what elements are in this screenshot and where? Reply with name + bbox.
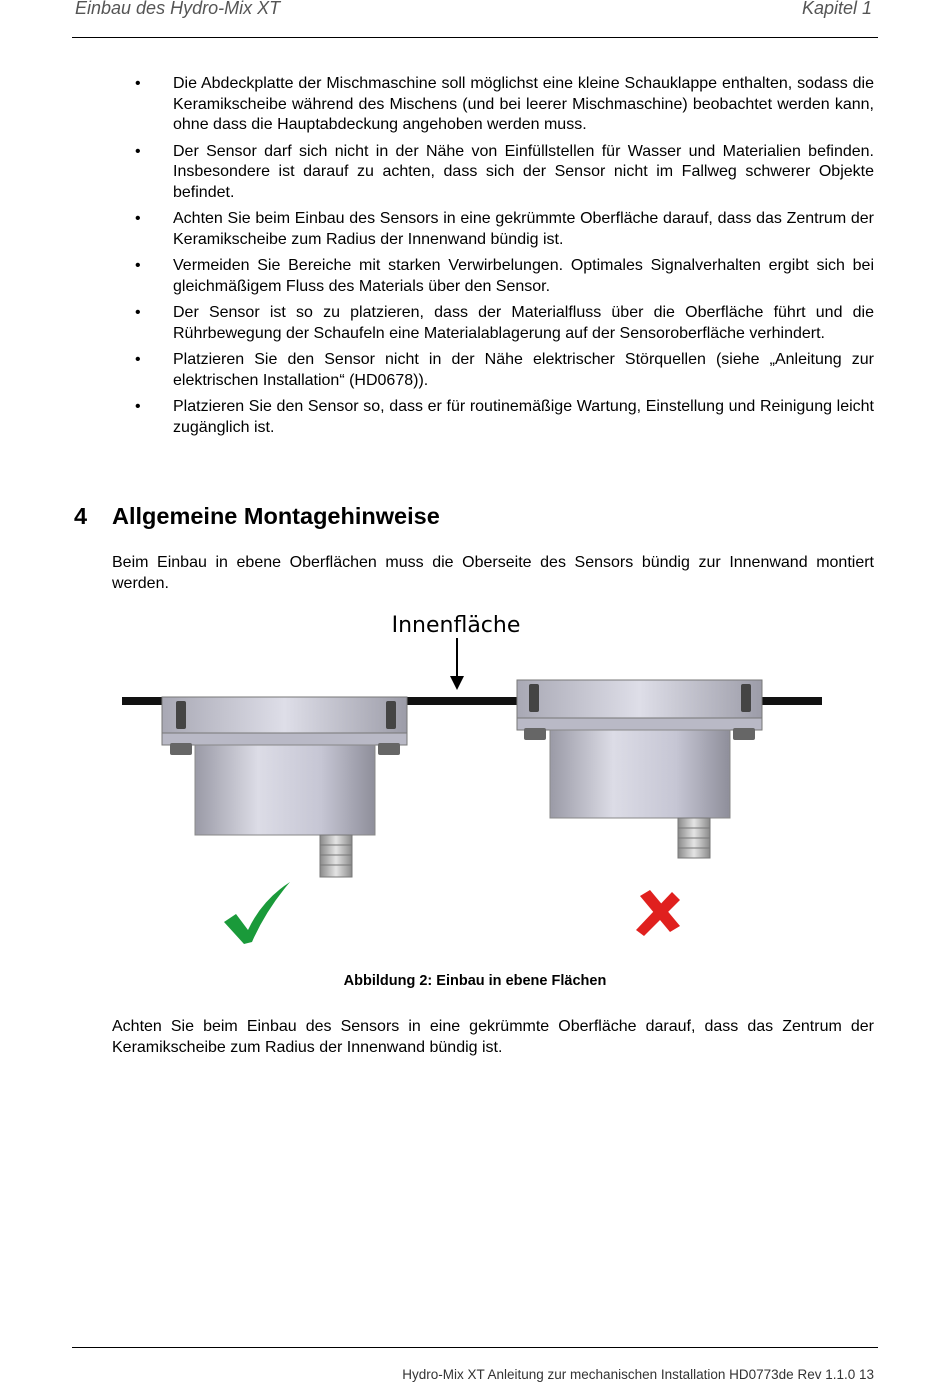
intro-paragraph: Beim Einbau in ebene Oberflächen muss die Oberseite des Sensors bündig zur Innenwand montiert werden. — [112, 554, 874, 592]
requirements-list — [72, 74, 878, 444]
list-item: • Die Abdeckplatte der Mischmaschine soll möglichst eine kleine Schauklappe enthalten, sodass die Keramikscheibe während des Mischens (und bei leerer Mischmaschine) beobachtet werden kann, ohne dass die Hauptabdeckung angehoben werden muss. — [135, 75, 874, 133]
surface-label: Innenfläche — [391, 613, 521, 638]
figure-caption: Abbildung 2: Einbau in ebene Flächen — [343, 973, 607, 989]
running-header-chapter: Kapitel 1 — [801, 0, 872, 18]
section-heading — [74, 503, 440, 530]
list-item: • Achten Sie beim Einbau des Sensors in eine gekrümmte Oberfläche darauf, dass das Zentrum der Keramikscheibe zum Radius der Innenwand bündig ist. — [135, 210, 874, 248]
bullet-icon: • — [135, 75, 141, 92]
footer-divider — [72, 1347, 878, 1348]
bullet-icon: • — [135, 304, 141, 321]
bullet-icon: • — [135, 142, 141, 160]
section-title: Allgemeine Montagehinweise — [112, 503, 440, 529]
mounting-figure — [0, 600, 950, 960]
mounting-diagram — [0, 600, 950, 960]
list-item: • Der Sensor ist so zu platzieren, dass der Materialfluss über die Oberfläche führt und die Rührbewegung der Schaufeln eine Materialablagerung auf der Sensoroberfläche verhindert. — [135, 304, 874, 342]
cross-icon — [636, 890, 680, 936]
list-item: • Platzieren Sie den Sensor so, dass er für routinemäßige Wartung, Einstellung und Reinigung leicht zugänglich ist. — [135, 398, 874, 436]
sensor-protruding — [517, 680, 762, 858]
header-divider — [72, 37, 878, 38]
bullet-icon: • — [135, 257, 141, 274]
sensor-flush — [162, 697, 407, 877]
bullet-icon: • — [135, 351, 141, 368]
bullet-icon: • — [135, 398, 141, 415]
bullet-icon: • — [135, 210, 141, 227]
page-footer: Hydro-Mix XT Anleitung zur mechanischen Installation HD0773de Rev 1.1.0 13 — [402, 1367, 874, 1382]
section-number: 4 — [74, 503, 88, 529]
list-item: • Vermeiden Sie Bereiche mit starken Verwirbelungen. Optimales Signalverhalten ergibt sich bei gleichmäßigem Fluss des Materials über den Sensor. — [135, 257, 874, 295]
list-item: • Platzieren Sie den Sensor nicht in der Nähe elektrischer Störquellen (siehe „Anleitung zur elektrischen Installation“ (HD0678)). — [135, 351, 874, 389]
arrow-down-icon — [450, 676, 464, 690]
list-item: • Der Sensor darf sich nicht in der Nähe von Einfüllstellen für Wasser und Materialien befinden. Insbesondere ist darauf zu achten, dass sich der Sensor nicht im Fallweg schwerer Objekte befindet. — [135, 142, 874, 201]
checkmark-icon — [224, 882, 290, 944]
running-header-title: Einbau des Hydro-Mix XT — [75, 0, 281, 18]
closing-paragraph: Achten Sie beim Einbau des Sensors in eine gekrümmte Oberfläche darauf, dass das Zentrum der Keramikscheibe zum Radius der Innenwand bündig ist. — [112, 1018, 874, 1056]
